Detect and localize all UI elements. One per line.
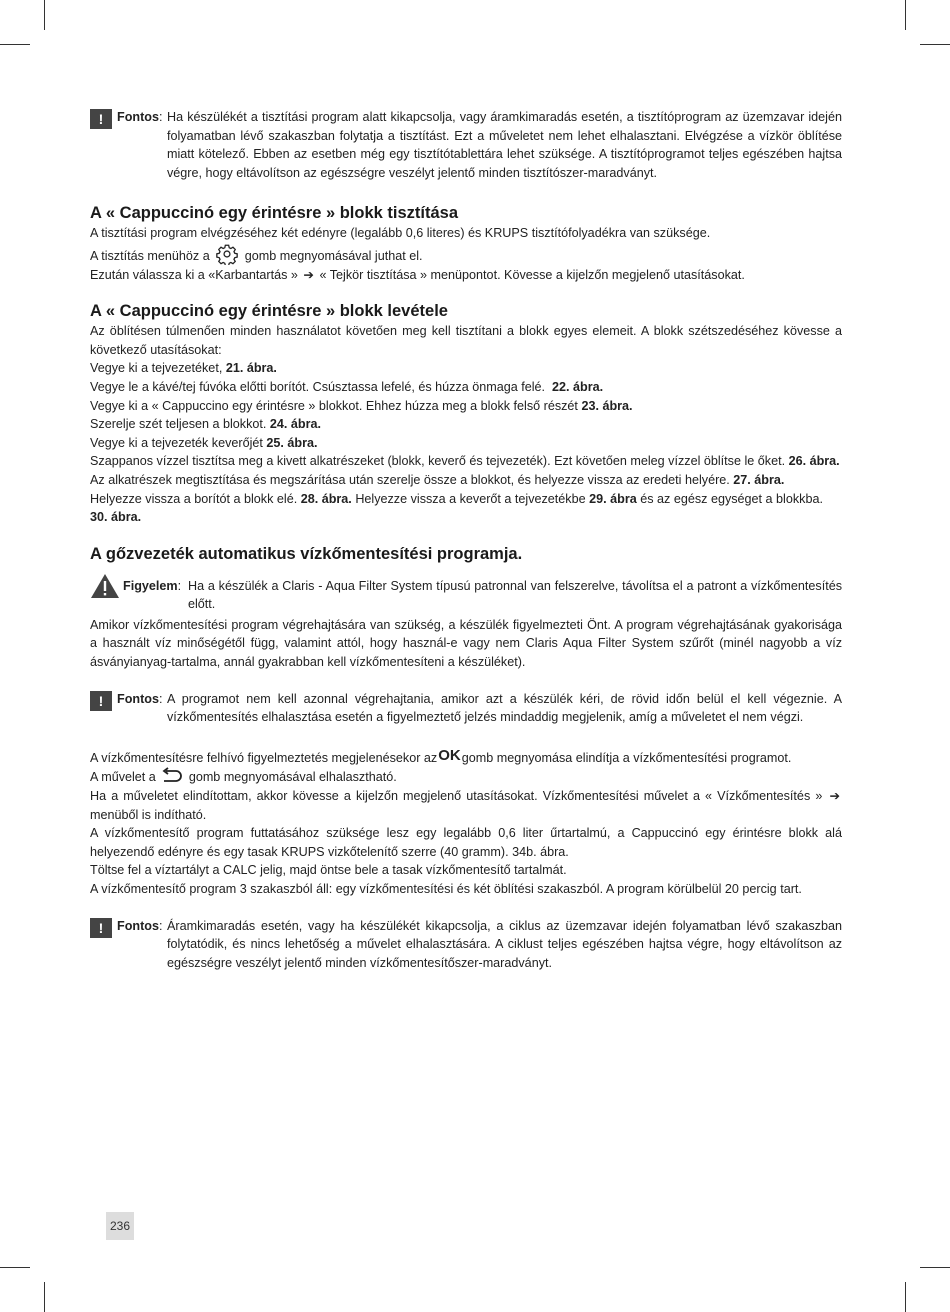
page-content [90, 108, 842, 992]
paragraph: A vízkőmentesítő program 3 szakaszból áll: egy vízkőmentesítési és két öblítési szakaszból. A program körülbelül 20 percig tart. [90, 882, 802, 896]
step: Vegye ki a tejvezetéket, 21. ábra. [90, 361, 277, 376]
paragraph: Ha a műveletet elindítottam, akkor kövesse a kijelzőn megjelenő utasításokat. Vízkőmentesítési művelet a « Vízkőmentesítés » ➔ menüből is indítható. [90, 789, 841, 822]
paragraph: A tisztítás menühöz a gomb megnyomásával juthat el. [90, 243, 842, 266]
paragraph: A vízkőmentesítésre felhívó figyelmeztetés megjelenésekor azOKgomb megnyomása elindítja a vízkőmentesítési programot. [90, 746, 792, 765]
section-heading: A « Cappuccinó egy érintésre » blokk levétele [90, 302, 448, 321]
paragraph: Az öblítésen túlmenően minden használatot követően meg kell tisztítani a blokk egyes elemeit. A blokk szétszedéséhez kövesse a következő utasításokat: [90, 324, 842, 357]
step: Helyezze vissza a borítót a blokk elé. 28. ábra. Helyezze vissza a keverőt a tejvezetékbe 29. ábra és az egész egységet a blokkba. 30. ábra. [90, 491, 823, 525]
crop-mark [905, 0, 906, 30]
important-note [90, 917, 842, 973]
warning-label: Figyelem: [123, 578, 182, 593]
arrow-icon: ➔ [829, 789, 841, 804]
crop-mark [44, 1282, 45, 1312]
crop-mark [0, 1267, 30, 1268]
important-mark-icon: ! [90, 109, 112, 129]
note-text: Ha készülékét a tisztítási program alatt kikapcsolja, vagy áramkimaradás esetén, a tisztítóprogram az üzemzavar idején folyamatban lévő szakaszban folytatja a tisztítást. Ezt a műveletet nem lehet elhalasztani. Elvégzése a vízkör öblítése miatt kötelező. Ebben az esetben még egy tisztítótablettára lehet szüksége. A tisztítóprogramot teljes egészében hajtsa végre, hogy eltávolítson az egészségre veszélyt jelentő minden tisztítószer-maradványt. [167, 110, 842, 180]
crop-mark [905, 1282, 906, 1312]
warning-text: Ha a készülék a Claris - Aqua Filter System típusú patronnal van felszerelve, távolítsa el a patront a vízkőmentesítés előtt. [188, 578, 842, 612]
important-mark-icon: ! [90, 918, 112, 938]
important-note [90, 108, 842, 182]
arrow-icon: ➔ [303, 267, 314, 282]
step: Az alkatrészek megtisztítása és megszárítása után szerelje össze a blokkot, és helyezze vissza az eredeti helyére. 27. ábra. [90, 472, 785, 487]
paragraph: Töltse fel a víztartályt a CALC jelig, majd öntse bele a tasak vízkőmentesítő tartalmát. [90, 863, 567, 878]
note-label: Fontos: [117, 691, 163, 706]
paragraph: A tisztítási program elvégzéséhez két edényre (legalább 0,6 literes) és KRUPS tisztítófolyadékra van szüksége. [90, 226, 711, 241]
gear-icon [216, 243, 238, 265]
important-note [90, 690, 842, 727]
step: Szerelje szét teljesen a blokkot. 24. ábra. [90, 417, 322, 432]
warning-triangle-icon [90, 573, 120, 599]
back-arrow-icon [161, 767, 183, 783]
step: Vegye ki a « Cappuccino egy érintésre » blokkot. Ehhez húzza meg a blokk felső részét 23. ábra. [90, 398, 633, 413]
note-label: Fontos: [117, 110, 163, 124]
step: Vegye ki a tejvezeték keverőjét 25. ábra. [90, 435, 318, 450]
crop-mark [0, 44, 30, 45]
step: Szappanos vízzel tisztítsa meg a kivett alkatrészeket (blokk, keverő és tejvezeték). Ezt követően meleg vízzel öblítse le őket. 26. ábra. [90, 454, 840, 469]
crop-mark [44, 0, 45, 30]
paragraph: A vízkőmentesítő program futtatásához szüksége lesz egy legalább 0,6 liter űrtartalmú, a Cappuccinó egy érintésre blokk alá helyezendő edényre és egy tasak KRUPS vizkőtelenítő szerre (40 gramm). 34b. ábra. [90, 826, 842, 859]
paragraph: Ezután válassza ki a «Karbantartás » ➔ « Tejkör tisztítása » menüpontot. Kövesse a kijelzőn megjelenő utasításokat. [90, 267, 745, 282]
crop-mark [920, 44, 950, 45]
important-mark-icon: ! [90, 691, 112, 711]
note-text: Áramkimaradás esetén, vagy ha készülékét kikapcsolja, a ciklus az üzemzavar idején folyamatban lévő szakaszban folytatódik, és nincs lehetőség a művelet elhalasztására. A ciklust teljes egészében hajtsa végre, hogy eltávolítson az egészségre veszélyt jelentő minden vízkőmentesítőszer-maradványt. [167, 918, 842, 970]
paragraph: A művelet a gomb megnyomásával elhalasztható. [90, 767, 842, 787]
warning-note [90, 577, 842, 614]
section-heading: A « Cappuccinó egy érintésre » blokk tisztítása [90, 204, 459, 223]
paragraph: Amikor vízkőmentesítési program végrehajtására van szükség, a készülék figyelmezteti Önt. A program végrehajtásának gyakorisága a használt víz minőségétől függ, valamint attól, hogy használ-e vagy nem Claris Aqua Filter System szűrőt (minél nagyobb a víz ásványianyag-tartalma, annál gyakrabban kell vízkőmentesíteni a készüléket). [90, 617, 842, 670]
note-label: Fontos: [117, 918, 163, 933]
note-text: A programot nem kell azonnal végrehajtania, amikor azt a készülék kéri, de rövid időn belül el kell végeznie. A vízkőmentesítés elhalasztása esetén a figyelmeztető jelzés mindaddig megjelenik, amíg a műveletet el nem végzi. [167, 691, 842, 725]
section-heading: A gőzvezeték automatikus vízkőmentesítési programja. [90, 544, 523, 563]
page-number: 236 [106, 1212, 134, 1240]
ok-button-icon: OK [438, 746, 461, 764]
crop-mark [920, 1267, 950, 1268]
step: Vegye le a kávé/tej fúvóka előtti borítót. Csúsztassa lefelé, és húzza önmaga felé. 22. ábra. [90, 379, 604, 394]
